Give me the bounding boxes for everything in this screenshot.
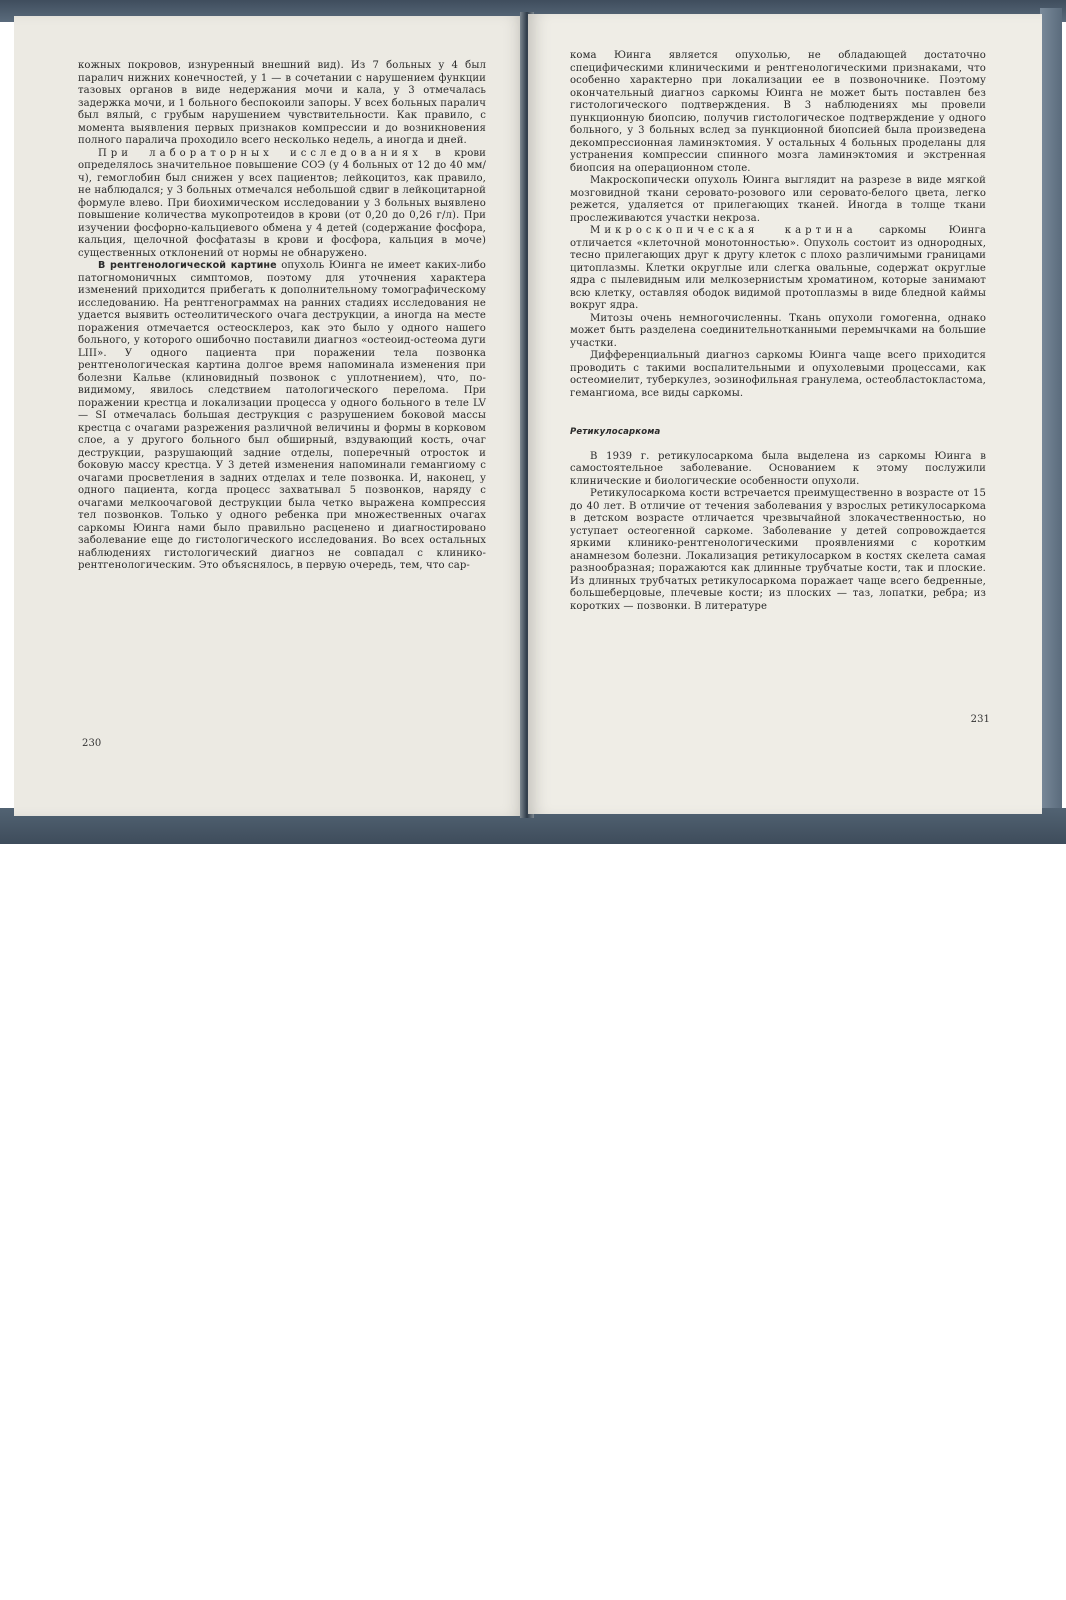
page-number-left: 230 [82,738,102,749]
left-page [14,16,526,816]
paragraph-text: опухоль Юинга не имеет каких-либо патогномоничных симптомов, поэтому для уточнения характера изменений приходится прибегать к дополнительному томографическому исследованию. На рентгенограммах на ранних стадиях исследования не удается выявить остеолитического очага деструкции, а иногда на месте поражения отмечается остеосклероз, как это было у одного нашего больного, у которого ошибочно поставили диагноз «остеоид-остеома дуги LIII». У одного пациента при поражении тела позвонка рентгенологическая картина долгое время напоминала изменения при болезни Кальве (клиновидный позвонок с уплотнением), что, по-видимому, явилось следствием патологического перелома. При поражении крестца и локализации процесса у одного больного в теле LV — SI отмечалась большая деструкция с разрушением боковой массы крестца с очагами разрежения различной величины и формы в корковом слое, а у другого больного был обширный, вздувающий кость, очаг деструкции, разрушающий задние отделы, поперечный отросток и боковую массу крестца. У 3 детей изменения напоминали гемангиому с очагами просветления в задних отделах и теле позвонка. И, наконец, у одного пациента, когда процесс захватывал 5 позвонков, наряду с очагами мелкоочаговой деструкции была четко выражена компрессия тел позвонков. Только у одного ребенка при множественных очагах саркомы Юинга нами было правильно расценено и диагностировано заболевание еще до гистологического исследования. Во всех остальных наблюдениях гистологический диагноз не совпадал с клинико-рентгенологическим. Это объяснялось, в первую очередь, тем, что сар- [78,260,486,571]
paragraph: В 1939 г. ретикулосаркома была выделена из саркомы Юинга в самостоятельное заболевание. Основанием к этому послужили клинические и биологические особенности опухоли. [570,450,986,487]
paragraph-text: в крови определялось значительное повышение СОЭ (у 4 больных от 12 до 40 мм/ч), гемоглобин был снижен у всех пациентов; лейкоцитоз, как правило, не наблюдался; у 3 больных отмечался небольшой сдвиг в лейкоцитарной формуле влево. При биохимическом исследовании у 3 больных выявлено повышение количества мукопротеидов в крови (от 0,20 до 0,26 г/л). При изучении фосфорно-кальциевого обмена у 4 детей (содержание фосфора, кальция, щелочной фосфатазы в крови и фосфора, кальция в моче) существенных отклонений от нормы не обнаружено. [78,147,486,259]
spaced-lead: При лабораторных исследованиях [98,147,422,159]
paragraph: Митозы очень немногочисленны. Ткань опухоли гомогенна, однако может быть разделена соединительнотканными перемычками на большие участки. [570,312,986,349]
paragraph [78,148,486,261]
paragraph: кожных покровов, изнуренный внешний вид). Из 7 больных у 4 был паралич нижних конечностей, у 1 — в сочетании с нарушением функции тазовых органов в виде недержания мочи и кала, у 3 отмечалась задержка мочи, и 1 больного беспокоили запоры. У всех больных паралич был вялый, с грубым нарушением чувствительности. Как правило, с момента выявления первых признаков компрессии и до возникновения полного паралича проходило всего несколько недель, а иногда и дней. [78,60,486,146]
paragraph: кома Юинга является опухолью, не обладающей достаточно специфическими клиническими и рентгенологическими признаками, что особенно характерно при локализации ее в позвоночнике. Поэтому окончательный диагноз саркомы Юинга не может быть поставлен без гистологического подтверждения. В 3 наблюдениях мы провели пункционную биопсию, получив гистологическое подтверждение у одного больного, у 3 больных вслед за пункционной биопсией была произведена декомпрессионная ламинэктомия. У остальных 4 больных проделаны для устранения компрессии спинного мозга ламинэктомия и экстренная биопсия на операционном столе. [570,50,986,174]
page-number-right: 231 [970,714,990,725]
paragraph [570,225,986,313]
bold-lead: В рентгенологической картине [98,260,277,271]
paragraph-text: саркомы Юинга отличается «клеточной монотонностью». Опухоль состоит из однородных, тесно прилегающих друг к другу клеток с плохо различимыми границами цитоплазмы. Клетки округлые или слегка овальные, содержат округлые ядра с пылевидным или мелкозернистым хроматином, которые занимают всю клетку, оставляя ободок видимой протоплазмы в виде бледной каймы вокруг ядра. [570,225,986,311]
paragraph: Ретикулосаркома кости встречается преимущественно в возрасте от 15 до 40 лет. В отличие от течения заболевания у взрослых ретикулосаркома в детском возрасте отличается чрезвычайной злокачественностью, но уступает остеогенной саркоме. Заболевание у детей сопровождается яркими клинико-рентгенологическими проявлениями с коротким анамнезом болезни. Локализация ретикулосарком в костях скелета самая разнообразная; поражаются как длинные трубчатые кости, так и плоские. Из длинных трубчатых ретикулосаркома поражает чаще всего бедренные, большеберцовые, плечевые кости; из плоских — таз, лопатки, ребра; из коротких — позвонки. В литературе [570,488,986,612]
spaced-lead: Микроскопическая картина [590,225,857,236]
book-cover-right-edge [1040,8,1062,838]
paragraph: Макроскопически опухоль Юинга выглядит на разрезе в виде мягкой мозговидной ткани серовато-розового или серовато-белого цвета, легко режется, удаляется от прилегающих тканей. Иногда в толще ткани прослеживаются участки некроза. [570,175,986,224]
paragraph [78,260,486,573]
section-heading: Ретикулосаркома [570,427,661,437]
paragraph: Дифференциальный диагноз саркомы Юинга чаще всего приходится проводить с такими воспалительными и опухолевыми процессами, как остеомиелит, туберкулез, эозинофильная гранулема, остеобластокластома, гемангиома, все виды саркомы. [570,350,986,399]
right-page [528,14,1042,814]
